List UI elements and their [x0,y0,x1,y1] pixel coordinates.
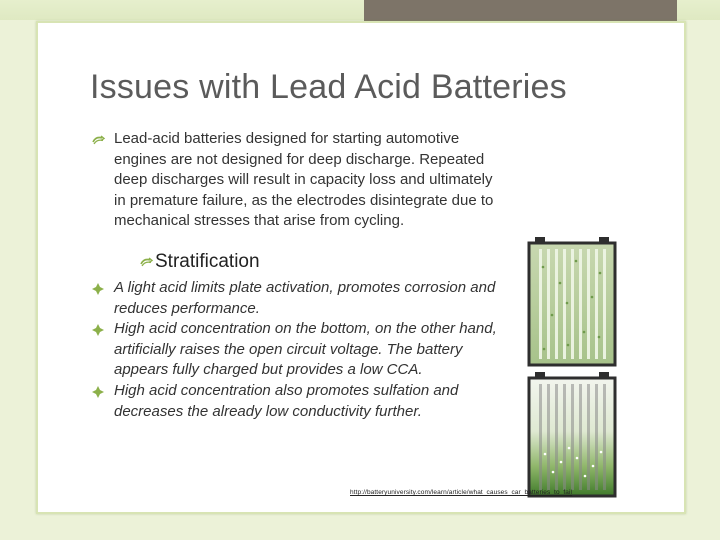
arrow-bullet-icon [92,134,106,146]
list-item-2: High acid concentration on the bottom, on the other hand, artificially raises the open circuit voltage. The battery appears fully charged but provides a low CCA. [114,320,497,378]
intro-paragraph: Lead-acid batteries designed for starting automotive engines are not designed for deep discharge. Repeated deep discharges will result in capacity loss and ultimately in premature failure, as the electrodes disintegrate due to mechanical stresses that arise from cycling. [114,130,494,229]
arrow-bullet-icon [140,256,154,268]
list-item-3: High acid concentration also promotes sulfation and decreases the already low conductivity further. [114,382,459,420]
source-link[interactable]: http://batteryuniversity.com/learn/article/what_causes_car_batteries_to_fail [350,489,573,496]
battery-uniform-acid-illustration [527,237,617,367]
diamond-bullet-icon [92,324,104,336]
list-item-1: A light acid limits plate activation, promotes corrosion and reduces performance. [114,279,496,317]
diamond-bullet-icon [92,386,104,398]
subheading-stratification: Stratification [155,251,260,272]
slide-title: Issues with Lead Acid Batteries [90,68,567,106]
top-accent-tab [364,0,677,21]
diamond-bullet-icon [92,283,104,295]
battery-stratified-acid-illustration [527,372,617,498]
